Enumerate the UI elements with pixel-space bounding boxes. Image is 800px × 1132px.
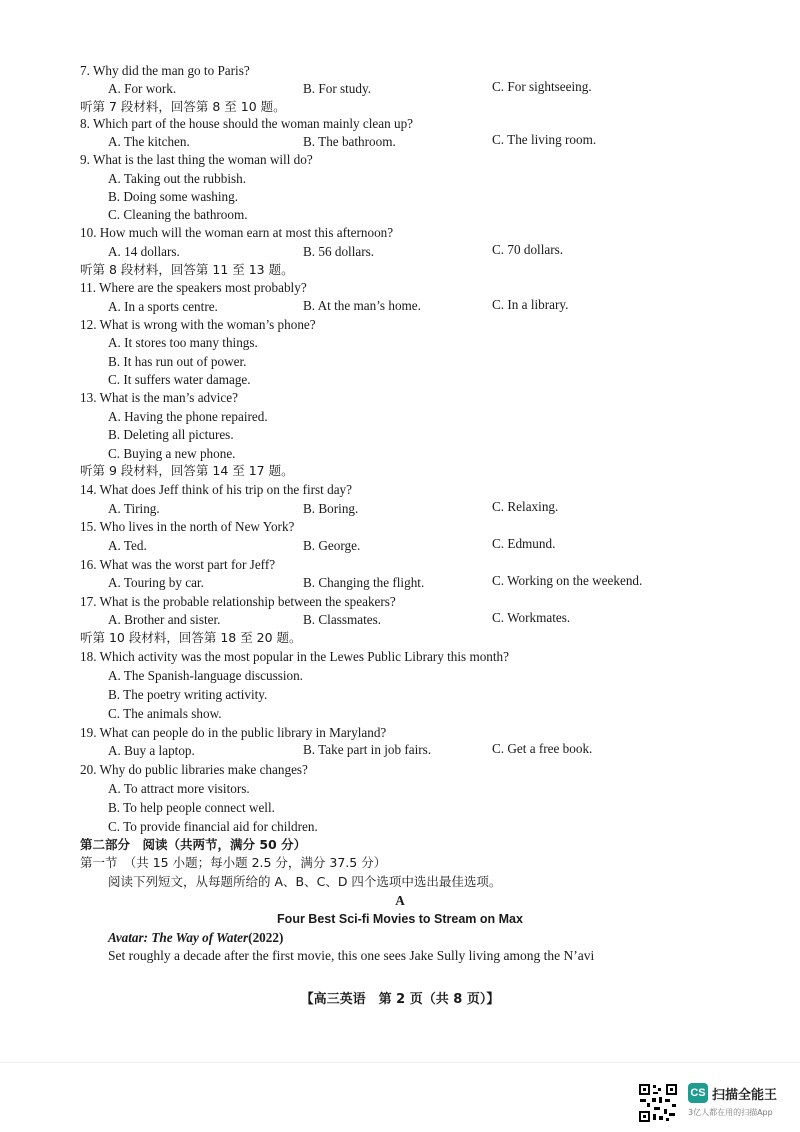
option-c: C. To provide financial aid for children. [108,819,318,834]
option-c: C. The animals show. [108,706,222,721]
scanner-app-name: 扫描全能王 [712,1088,778,1103]
question-stem: 9. What is the last thing the woman will do? [80,152,313,167]
passage-title: Four Best Sci-fi Movies to Stream on Max [277,912,523,926]
question-stem: 7. Why did the man go to Paris? [80,63,250,78]
passage-letter: A [395,893,405,908]
option-a: A. The Spanish-language discussion. [108,668,303,683]
section-title: 第一节 （共 15 小题；每小题 2.5 分，满分 37.5 分） [80,855,387,870]
option-b: B. Deleting all pictures. [108,427,234,442]
option-a: A. Brother and sister. [108,612,221,627]
movie-title: Avatar: The Way of Water [108,930,249,945]
option-a: A. For work. [108,81,177,96]
movie-heading [108,929,283,947]
option-b: B. 56 dollars. [303,244,375,259]
option-b: B. The poetry writing activity. [108,687,268,702]
option-a: A. It stores too many things. [108,335,258,350]
section-header: 听第 7 段材料，回答第 8 至 10 题。 [80,99,286,114]
part-title: 第二部分 阅读（共两节，满分 50 分） [80,837,307,852]
option-b: B. Doing some washing. [108,189,239,204]
question-stem: 10. How much will the woman earn at most this afternoon? [80,225,394,240]
option-c: C. Working on the weekend. [492,573,643,588]
option-a: A. Ted. [108,538,147,553]
divider [0,1062,800,1063]
option-c: C. In a library. [492,297,569,312]
option-b: B. For study. [303,81,372,96]
option-a: A. In a sports centre. [108,299,218,314]
option-c: C. 70 dollars. [492,242,564,257]
option-a: A. Having the phone repaired. [108,409,268,424]
page-footer: 【高三英语 第 2 页（共 8 页）】 [300,992,500,1007]
option-b: B. Take part in job fairs. [303,742,432,757]
camscanner-logo: CS [688,1083,708,1103]
option-c: C. Relaxing. [492,499,559,514]
section-header: 听第 10 段材料，回答第 18 至 20 题。 [80,630,302,645]
option-c: C. It suffers water damage. [108,372,251,387]
instruction: 阅读下列短文，从每题所给的 A、B、C、D 四个选项中选出最佳选项。 [108,874,502,889]
qr-code-icon [638,1083,678,1123]
passage-text: Set roughly a decade after the first movie, this one sees Jake Sully living among the N’avi [108,948,595,963]
question-stem: 17. What is the probable relationship between the speakers? [80,594,396,609]
question-stem: 20. Why do public libraries make changes? [80,762,308,777]
option-c: C. Edmund. [492,536,556,551]
question-stem: 18. Which activity was the most popular in the Lewes Public Library this month? [80,649,509,664]
option-c: C. Get a free book. [492,741,593,756]
option-a: A. Taking out the rubbish. [108,171,247,186]
movie-year: (2022) [248,930,284,945]
question-stem: 12. What is wrong with the woman’s phone? [80,317,316,332]
option-c: C. Buying a new phone. [108,446,236,461]
option-a: A. Touring by car. [108,575,204,590]
option-a: A. 14 dollars. [108,244,180,259]
question-stem: 13. What is the man’s advice? [80,390,238,405]
question-stem: 14. What does Jeff think of his trip on the first day? [80,482,353,497]
option-b: B. To help people connect well. [108,800,275,815]
option-c: C. Cleaning the bathroom. [108,207,248,222]
option-a: A. Tiring. [108,501,160,516]
section-header: 听第 9 段材料，回答第 14 至 17 题。 [80,463,294,478]
question-stem: 19. What can people do in the public library in Maryland? [80,725,387,740]
option-a: A. Buy a laptop. [108,743,195,758]
question-stem: 11. Where are the speakers most probably? [80,280,307,295]
option-b: B. Changing the flight. [303,575,425,590]
question-stem: 8. Which part of the house should the woman mainly clean up? [80,116,414,131]
question-stem: 15. Who lives in the north of New York? [80,519,295,534]
option-b: B. Boring. [303,501,359,516]
section-header: 听第 8 段材料，回答第 11 至 13 题。 [80,262,294,277]
option-c: C. Workmates. [492,610,571,625]
option-b: B. At the man’s home. [303,298,421,313]
option-b: B. George. [303,538,361,553]
option-b: B. The bathroom. [303,134,396,149]
option-c: C. The living room. [492,132,597,147]
scanner-tagline: 3亿人都在用的扫描App [688,1108,773,1117]
question-stem: 16. What was the worst part for Jeff? [80,557,276,572]
option-a: A. The kitchen. [108,134,190,149]
option-c: C. For sightseeing. [492,79,592,94]
option-b: B. Classmates. [303,612,382,627]
option-a: A. To attract more visitors. [108,781,250,796]
option-b: B. It has run out of power. [108,354,247,369]
